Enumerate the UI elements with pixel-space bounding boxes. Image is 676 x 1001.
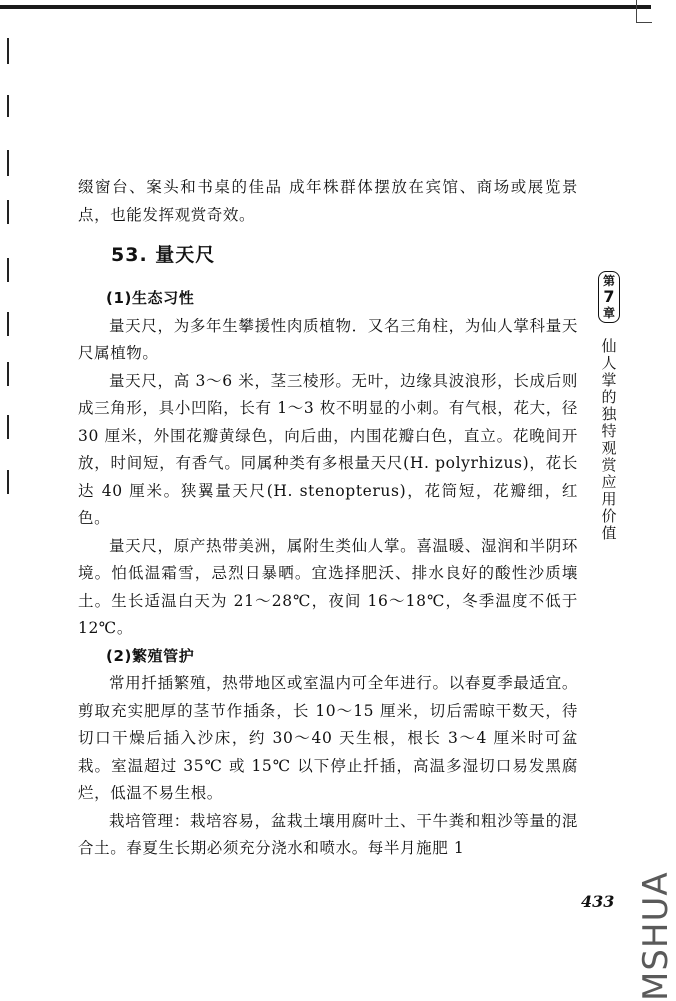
margin-mark (7, 200, 9, 224)
margin-mark (7, 38, 9, 64)
top-rule (0, 5, 651, 9)
corner-mark (636, 0, 652, 23)
margin-mark (7, 312, 9, 336)
margin-mark (7, 415, 9, 439)
main-body (78, 285, 578, 863)
margin-mark (7, 470, 9, 494)
margin-mark (7, 95, 9, 117)
paragraph-4: 常用扦插繁殖，热带地区或室温内可全年进行。以春夏季最适宜。剪取充实肥厚的茎节作插条，长 10～15 厘米，切后需晾干数天，待切口干燥后插入沙床，约 30～40 天生根，根长 3～4 厘米时可盆栽。室温超过 35℃ 或 15℃ 以下停止扦插，高温多湿切口易发黑腐烂，低温不易生根。 (78, 674, 578, 802)
page-number: 433 (581, 892, 615, 911)
paragraph-5: 栽培管理：栽培容易，盆栽土壤用腐叶土、干牛粪和粗沙等量的混合土。春夏生长期必须充分浇水和喷水。每半月施肥 1 (78, 811, 578, 857)
margin-mark (7, 362, 9, 386)
chapter-tab (598, 271, 620, 323)
chapter-number: 7 (603, 287, 615, 306)
section-title: 53. 量天尺 (111, 244, 216, 266)
subheading-ecology: (1)生态习性 (106, 289, 195, 307)
intro-paragraph (78, 174, 578, 229)
paragraph-1: 量天尺，为多年生攀援性肉质植物．又名三角柱，为仙人掌科量天尺属植物。 (78, 316, 578, 362)
paragraph-2: 量天尺，高 3～6 米，茎三棱形。无叶，边缘具波浪形，长成后则成三角形，具小凹陷，长有 1～3 枚不明显的小刺。有气根，花大，径 30 厘米，外围花瓣黄绿色，向后曲，内围花瓣白色，直立。花晚间开放，时间短，有香气。同属种类有多根量天尺(H. polyrhizus)，花长达 40 厘米。狭翼量天尺(H. stenopterus)，花筒短，花瓣细，红色。 (78, 371, 578, 527)
watermark-text: MSHUA (636, 871, 676, 1001)
margin-mark (7, 258, 9, 282)
chapter-suffix: 章 (602, 306, 615, 320)
paragraph-3: 量天尺，原产热带美洲，属附生类仙人掌。喜温暖、湿润和半阴环境。怕低温霜雪，忌烈日暴晒。宜选择肥沃、排水良好的酸性沙质壤土。生长适温白天为 21～28℃，夜间 16～18℃，冬季温度不低于 12℃。 (78, 536, 578, 637)
subheading-propagation: (2)繁殖管护 (106, 646, 195, 665)
watermark (590, 871, 676, 1001)
side-chapter-title: 仙人掌的独特观赏应用价值 (601, 337, 617, 542)
intro-text: 缀窗台、案头和书桌的佳品 成年株群体摆放在宾馆、商场或展览景点，也能发挥观赏奇效。 (78, 178, 578, 224)
margin-mark (7, 150, 9, 176)
chapter-label (598, 271, 620, 323)
chapter-prefix: 第 (602, 274, 615, 288)
